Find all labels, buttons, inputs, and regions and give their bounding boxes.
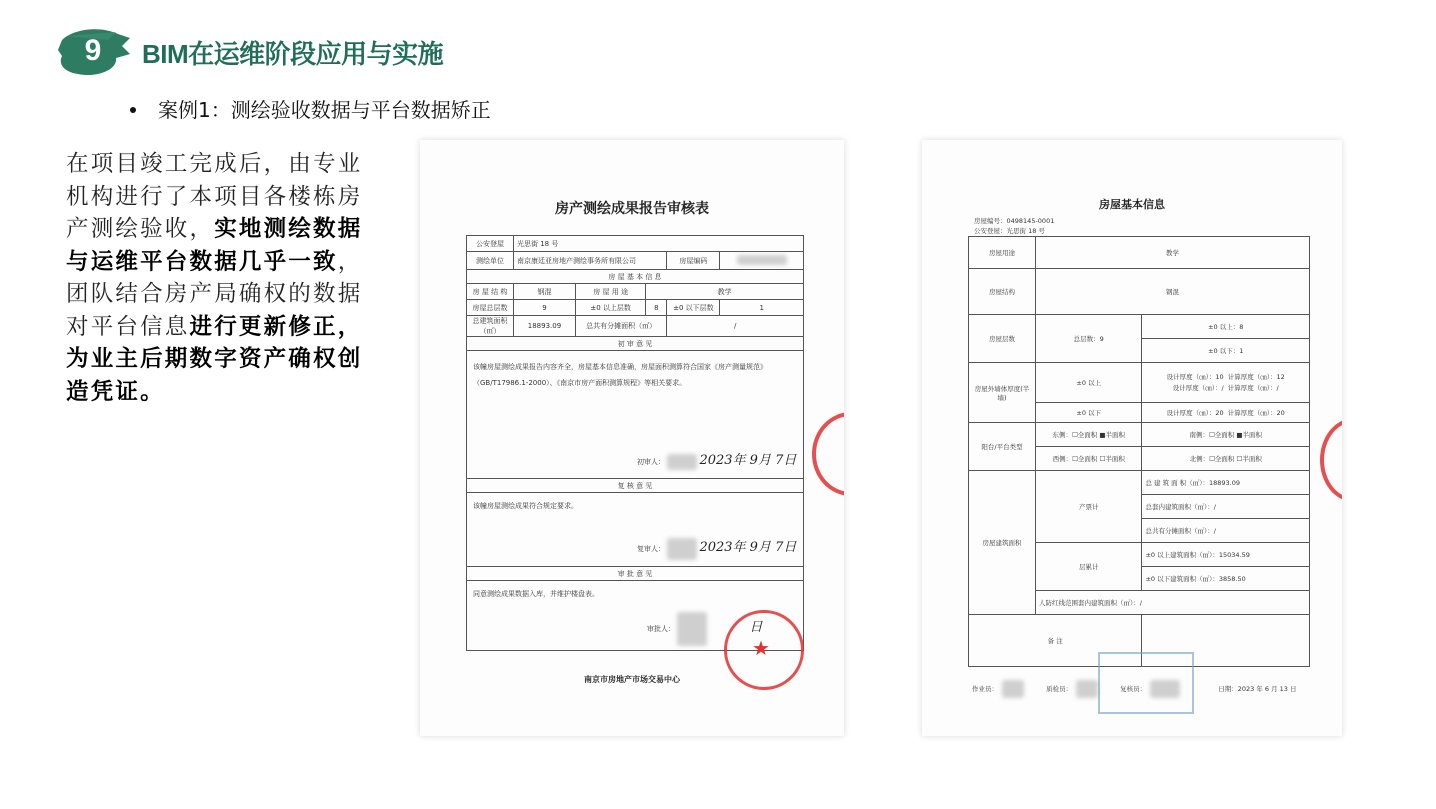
redaction-block: [1076, 680, 1098, 698]
cell-label: 房屋外墙体厚度(半墙): [969, 363, 1036, 423]
bullet-item: [130, 94, 491, 123]
signer-label: 初审人：: [637, 458, 665, 466]
cell-label: ±0 以下: [1036, 403, 1142, 423]
cell-label: 房 屋 用 途: [575, 284, 645, 300]
cell-value: 设计厚度（㎝）：20: [1166, 409, 1224, 417]
intro-bold-2: 进行更新修正，为业主后期数字资产确权创造凭证。: [66, 313, 363, 405]
opinion-text: 该幢房屋测绘成果符合规定要求。: [473, 502, 578, 510]
house-info-scan: [922, 140, 1342, 736]
bullet-text: 案例1：测绘验收数据与平台数据矫正: [158, 98, 491, 122]
section-number-badge: [56, 24, 134, 80]
cell-label: ±0 以上层数: [575, 300, 645, 316]
cell-label: 层累计: [1036, 543, 1142, 591]
cell-value: /: [667, 316, 804, 337]
signature-date: 2023年 9月 7日: [699, 540, 797, 555]
cell-label: 房 屋 结 构: [467, 284, 514, 300]
section-header: 复 核 意 见: [467, 479, 804, 493]
page-title: BIM在运维阶段应用与实施: [142, 39, 444, 69]
cell-value: 钢混: [1036, 269, 1310, 315]
cell-value: 1: [720, 300, 804, 316]
footer-operator: 作业员：: [972, 685, 998, 693]
bullet-dot-icon: [130, 107, 136, 113]
cell-value: 东侧：☐全面积 ■半面积: [1036, 423, 1142, 447]
cell-label: 备 注: [969, 615, 1142, 667]
cell-value: 总层数：9: [1036, 315, 1142, 363]
cell-label: ±0 以上: [1036, 363, 1142, 403]
cell-value: 教学: [646, 284, 804, 300]
red-seal-stamp-edge: [812, 412, 844, 496]
intro-bold-1: 实地测绘数据与运维平台数据几乎一致: [66, 216, 363, 275]
cell-value: ±0 以下建筑面积（㎡）：3858.50: [1142, 567, 1310, 591]
cell-value: 西侧：☐全面积 ☐半面积: [1036, 447, 1142, 471]
cell-value: 设计厚度（㎝）：10: [1166, 372, 1224, 381]
cell-value: 总 建 筑 面 积（㎡）：18893.09: [1142, 471, 1310, 495]
cell-label: 房屋层数: [969, 315, 1036, 363]
cell-label: 房屋用途: [969, 237, 1036, 269]
cell-value: 8: [646, 300, 667, 316]
cell-label: 测绘单位: [467, 252, 514, 270]
cell-value: 9: [514, 300, 576, 316]
cell-value: ±0 以上建筑面积（㎡）：15034.59: [1142, 543, 1310, 567]
redaction-block: [667, 454, 697, 470]
opinion-text: 同意测绘成果数据入库，并维护楼盘表。: [473, 590, 599, 598]
section-number: 9: [84, 34, 102, 67]
cell-value: 钢混: [514, 284, 576, 300]
cell-value: 总套内建筑面积（㎡）：/: [1142, 495, 1310, 519]
audit-form-scan: [420, 140, 844, 736]
cell-value: ±0 以上：8: [1142, 315, 1310, 339]
cell-label: ±0 以下层数: [667, 300, 720, 316]
cell-value: 北侧：☐全面积 ☐半面积: [1142, 447, 1310, 471]
intro-text-2: ，团队结合房产局确权的数据对平台信息: [66, 248, 363, 340]
opinion-text: 该幢房屋测绘成果报告内容齐全，房屋基本信息准确，房屋面积测算符合国家《房产测量规范》（GB/T17986.1-2000）、《南京市房产面积测算规程》等相关要求。: [473, 363, 767, 387]
section-header: 审 批 意 见: [467, 567, 804, 581]
cell-value: 18893.09: [514, 316, 576, 337]
signature-date: 2023年 9月 7日: [699, 453, 797, 468]
cell-label: 房屋总层数: [467, 300, 514, 316]
cell-value: ±0 以下：1: [1142, 339, 1310, 363]
house-info-title: 房屋基本信息: [1099, 198, 1165, 211]
cell-label: 房屋结构: [969, 269, 1036, 315]
audit-form-footer: 南京市房地产市场交易中心: [584, 675, 680, 684]
redaction-block: [1002, 680, 1024, 698]
cell-value: 人防红线范围套内建筑面积（㎡）：/: [1036, 591, 1310, 615]
cell-label: 公安登屋: [467, 236, 514, 252]
intro-text-1: 在项目竣工完成后，由专业机构进行了本项目各楼栋房产测绘验收，: [66, 151, 363, 242]
redaction-block: [667, 538, 697, 560]
section-header: 房 屋 基 本 信 息: [467, 270, 804, 284]
cell-value: 南侧：☐全面积 ■半面积: [1142, 423, 1310, 447]
red-seal-stamp-edge: [1320, 418, 1342, 502]
audit-form-table: [466, 235, 804, 651]
redaction-block: [677, 612, 707, 646]
cell-value: 计算厚度（㎝）：/: [1227, 383, 1279, 392]
blue-seal-stamp: [1098, 652, 1194, 714]
cell-label: 房屋建筑面积: [969, 471, 1036, 615]
cell-value: 总共有分摊面积（㎡）：/: [1142, 519, 1310, 543]
house-code: 房屋编号：0498145-0001: [974, 217, 1055, 225]
signer-label: 复审人：: [637, 545, 665, 553]
cell-label: 总共有分摊面积（㎡）: [575, 316, 666, 337]
cell-label: 总建筑面积（㎡）: [467, 316, 514, 337]
footer-date: 日期：2023 年 6 月 13 日: [1218, 685, 1297, 693]
redaction-block: [737, 255, 787, 265]
signer-label: 审批人：: [647, 625, 675, 633]
cell-value: 南京康廷亚房地产测绘事务所有限公司: [514, 252, 667, 270]
signature-date: 日: [749, 620, 763, 635]
cell-label: 阳台/平台类型: [969, 423, 1036, 471]
cell-value: 计算厚度（㎝）：20: [1227, 409, 1285, 417]
cell-value: 教学: [1036, 237, 1310, 269]
section-header: 初 审 意 见: [467, 337, 804, 351]
intro-paragraph: [66, 148, 366, 408]
cell-label: 房屋编码: [667, 252, 720, 270]
footer-reviewer: 复核员：: [1120, 685, 1147, 693]
cell-label: 产票计: [1036, 471, 1142, 543]
footer-inspector: 质检员：: [1046, 685, 1073, 693]
house-address: 公安登屋：光思街 18 号: [974, 227, 1045, 235]
cell-value: 光思街 18 号: [514, 236, 804, 252]
redacted-cell: [720, 252, 804, 270]
house-info-table: [968, 236, 1310, 667]
cell-value: 计算厚度（㎝）：12: [1227, 372, 1285, 381]
star-icon: ★: [752, 636, 770, 660]
cell-value: 设计厚度（㎝）：/: [1172, 383, 1224, 392]
audit-form-title: 房产测绘成果报告审核表: [555, 201, 709, 217]
